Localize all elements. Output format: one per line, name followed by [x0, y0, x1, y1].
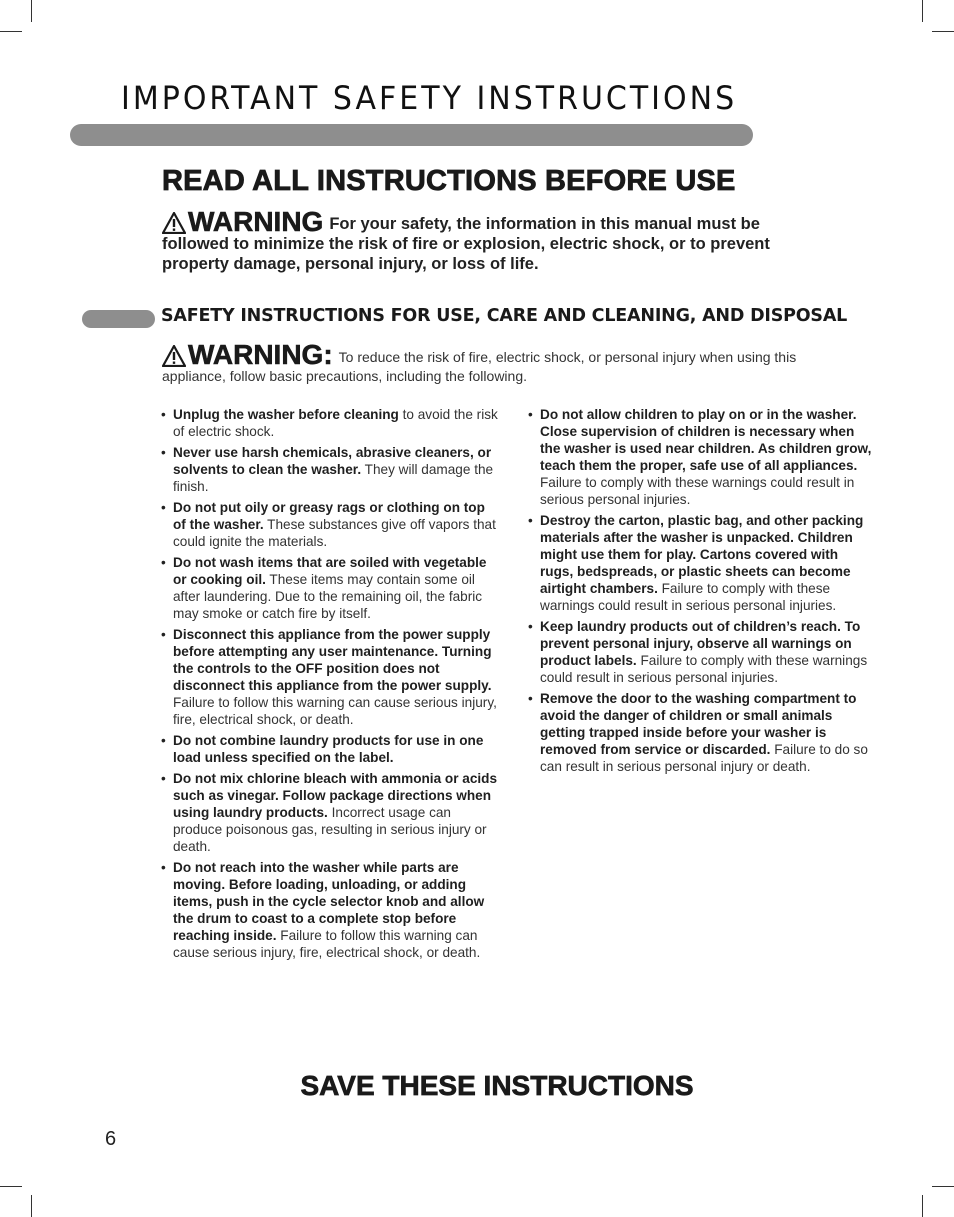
section-warning-text: To reduce the risk of fire, electric shock, or personal injury when using this appliance, follow basic precautions, including the following. — [162, 349, 797, 384]
section-warning-label — [162, 339, 333, 370]
list-item: • Remove the door to the washing compartment to avoid the danger of children or small animals getting trapped inside before your washer is removed from service or discarded. Failure to do so can result in serious personal injury or death. — [528, 690, 873, 775]
crop-mark — [0, 1186, 22, 1187]
warning-label-text: WARNING — [188, 206, 324, 237]
warning-text: For your safety, the information in this manual must be followed to minimize the risk of fire or explosion, electric shock, or to prevent property damage, personal injury, or loss of life. — [162, 215, 770, 273]
read-all-heading: READ ALL INSTRUCTIONS BEFORE USE — [162, 165, 736, 197]
page-number: 6 — [105, 1128, 117, 1150]
section-pill — [82, 310, 155, 328]
save-instructions-heading: SAVE THESE INSTRUCTIONS — [300, 1070, 694, 1101]
list-item: • Do not reach into the washer while parts are moving. Before loading, unloading, or adding items, push in the cycle selector knob and allow the drum to coast to a complete stop before reaching inside. Failure to follow this warning can cause serious injury, fire, electrical shock, or death. — [161, 859, 501, 961]
title-bar — [70, 124, 753, 146]
crop-mark — [932, 1186, 954, 1187]
crop-mark — [932, 31, 954, 32]
warning-triangle-icon — [162, 212, 186, 234]
section-warning — [162, 339, 852, 385]
list-item: • Destroy the carton, plastic bag, and other packing materials after the washer is unpacked. Children might use them for play. Cartons covered with rugs, bedspreads, or plastic sheets can become airtight chambers. Failure to comply with these warnings could result in serious personal injuries. — [528, 512, 873, 614]
section-warning-label-text: WARNING: — [188, 339, 333, 370]
crop-mark — [0, 31, 22, 32]
warning-label — [162, 206, 323, 237]
list-item: • Do not allow children to play on or in the washer. Close supervision of children is necessary when the washer is used near children. As children grow, teach them the proper, safe use of all appliances. Failure to comply with these warnings could result in serious personal injuries. — [528, 406, 873, 508]
warning-notice — [162, 206, 822, 274]
list-item: • Never use harsh chemicals, abrasive cleaners, or solvents to clean the washer. They will damage the finish. — [161, 444, 501, 495]
crop-mark — [922, 1195, 923, 1217]
list-item: • Keep laundry products out of children’s reach. To prevent personal injury, observe all warnings on product labels. Failure to comply with these warnings could result in serious personal injuries. — [528, 618, 873, 686]
list-item: • Do not put oily or greasy rags or clothing on top of the washer. These substances give off vapors that could ignite the materials. — [161, 499, 501, 550]
list-item: • Do not mix chlorine bleach with ammonia or acids such as vinegar. Follow package directions when using laundry products. Incorrect usage can produce poisonous gas, resulting in serious injury or death. — [161, 770, 501, 855]
crop-mark — [31, 0, 32, 22]
crop-mark — [922, 0, 923, 22]
left-column — [161, 406, 501, 965]
warning-triangle-icon — [162, 345, 186, 367]
right-column — [528, 406, 873, 779]
section-heading: SAFETY INSTRUCTIONS FOR USE, CARE AND CLEANING, AND DISPOSAL — [161, 306, 848, 326]
list-item: • Do not combine laundry products for use in one load unless specified on the label. — [161, 732, 501, 766]
list-item: • Do not wash items that are soiled with vegetable or cooking oil. These items may contain some oil after laundering. Due to the remaining oil, the fabric may smoke or catch fire by itself. — [161, 554, 501, 622]
crop-mark — [31, 1195, 32, 1217]
list-item: • Unplug the washer before cleaning to avoid the risk of electric shock. — [161, 406, 501, 440]
list-item: • Disconnect this appliance from the power supply before attempting any user maintenance. Turning the controls to the OFF position does not disconnect this appliance from the power supply. Failure to follow this warning can cause serious injury, fire, electrical shock, or death. — [161, 626, 501, 728]
page-title: IMPORTANT SAFETY INSTRUCTIONS — [121, 80, 738, 118]
